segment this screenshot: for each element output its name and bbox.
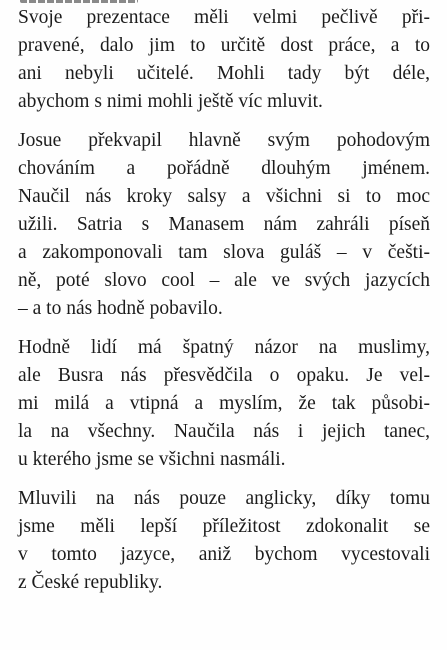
text-line: – a to nás hodně pobavilo. [18, 298, 223, 319]
text-line: ně, poté slovo cool – ale ve svých jazycích [18, 270, 430, 291]
text-line: v tomto jazyce, aniž bychom vycestovali [18, 544, 430, 565]
article-body [18, 4, 430, 597]
text-line: Naučil nás kroky salsy a všichni si to moc [18, 186, 430, 207]
text-line: la na všechny. Naučila nás i jejich tanec, [18, 421, 430, 442]
text-line: užili. Satria s Manasem nám zahráli píseň [18, 214, 430, 235]
text-line: ale Busra nás přesvědčila o opaku. Je vel- [18, 365, 430, 386]
paragraph-english [18, 485, 430, 597]
paragraph-busra [18, 334, 430, 474]
text-line: Svoje prezentace měli velmi pečlivě při- [18, 7, 430, 28]
text-line: ani nebyli učitelé. Mohli tady být déle, [18, 63, 430, 84]
text-line: mi milá a vtipná a myslím, že tak působi- [18, 393, 430, 414]
cropped-heading-fragment [20, 0, 138, 3]
text-line: Hodně lidí má špatný názor na muslimy, [18, 337, 430, 358]
text-line: a zakomponovali tam slova guláš – v češti- [18, 242, 430, 263]
text-line: u kterého jsme se všichni nasmáli. [18, 449, 286, 470]
text-line: abychom s nimi mohli ještě víc mluvit. [18, 91, 323, 112]
text-line: jsme měli lepší příležitost zdokonalit se [18, 516, 430, 537]
paragraph-josue [18, 127, 430, 323]
paragraph-presentations [18, 4, 430, 116]
text-line: Josue překvapil hlavně svým pohodovým [18, 130, 430, 151]
text-line: z České republiky. [18, 572, 163, 593]
text-line: chováním a pořádně dlouhým jménem. [18, 158, 430, 179]
text-line: pravené, dalo jim to určitě dost práce, a to [18, 35, 430, 56]
text-line: Mluvili na nás pouze anglicky, díky tomu [18, 488, 430, 509]
